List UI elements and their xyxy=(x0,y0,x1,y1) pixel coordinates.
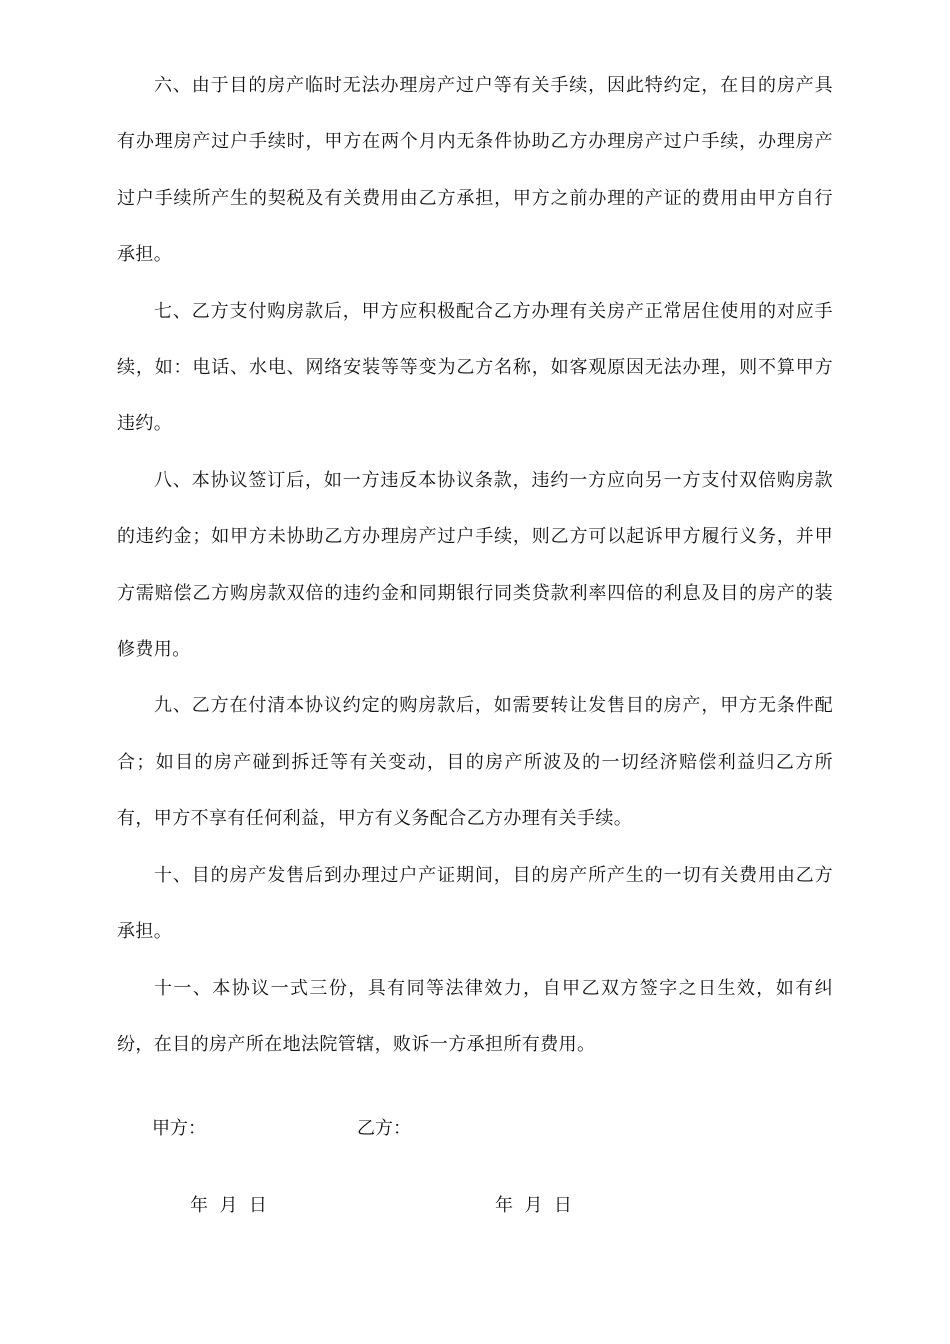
agreement-body xyxy=(117,58,833,1073)
party-a-signature-label: 甲方： xyxy=(152,1118,206,1139)
clause-10: 十、目的房产发售后到办理过户产证期间，目的房产所产生的一切有关费用由乙方承担。 xyxy=(117,864,833,943)
clause-6: 六、由于目的房产临时无法办理房产过户等有关手续，因此特约定，在目的房产具有办理房产过户手续时，甲方在两个月内无条件协助乙方办理房产过户手续，办理房产过户手续所产生的契税及有关费用由乙方承担，甲方之前办理的产证的费用由甲方自行承担。 xyxy=(117,75,833,266)
clause-8: 八、本协议签订后，如一方违反本协议条款，违约一方应向另一方支付双倍购房款的违约金；如甲方未协助乙方办理房产过户手续，则乙方可以起诉甲方履行义务，并甲方需赔偿乙方购房款双倍的违约金和同期银行同类贷款利率四倍的利息及目的房产的装修费用。 xyxy=(117,469,833,661)
party-b-date-label: 年 月 日 xyxy=(495,1195,572,1216)
party-a-date-label: 年 月 日 xyxy=(190,1195,267,1216)
clause-9: 九、乙方在付清本协议约定的购房款后，如需要转让发售目的房产，甲方无条件配合；如目的房产碰到拆迁等有关变动，目的房产所波及的一切经济赔偿利益归乙方所有，甲方不享有任何利益，甲方有义务配合乙方办理有关手续。 xyxy=(117,695,833,830)
party-b-signature-label: 乙方： xyxy=(357,1118,411,1139)
clause-7: 七、乙方支付购房款后，甲方应积极配合乙方办理有关房产正常居住使用的对应手续，如：电话、水电、网络安装等等变为乙方名称，如客观原因无法办理，则不算甲方违约。 xyxy=(117,300,833,435)
clause-11: 十一、本协议一式三份，具有同等法律效力，自甲乙双方签字之日生效，如有纠纷，在目的房产所在地法院管辖，败诉一方承担所有费用。 xyxy=(117,977,833,1055)
